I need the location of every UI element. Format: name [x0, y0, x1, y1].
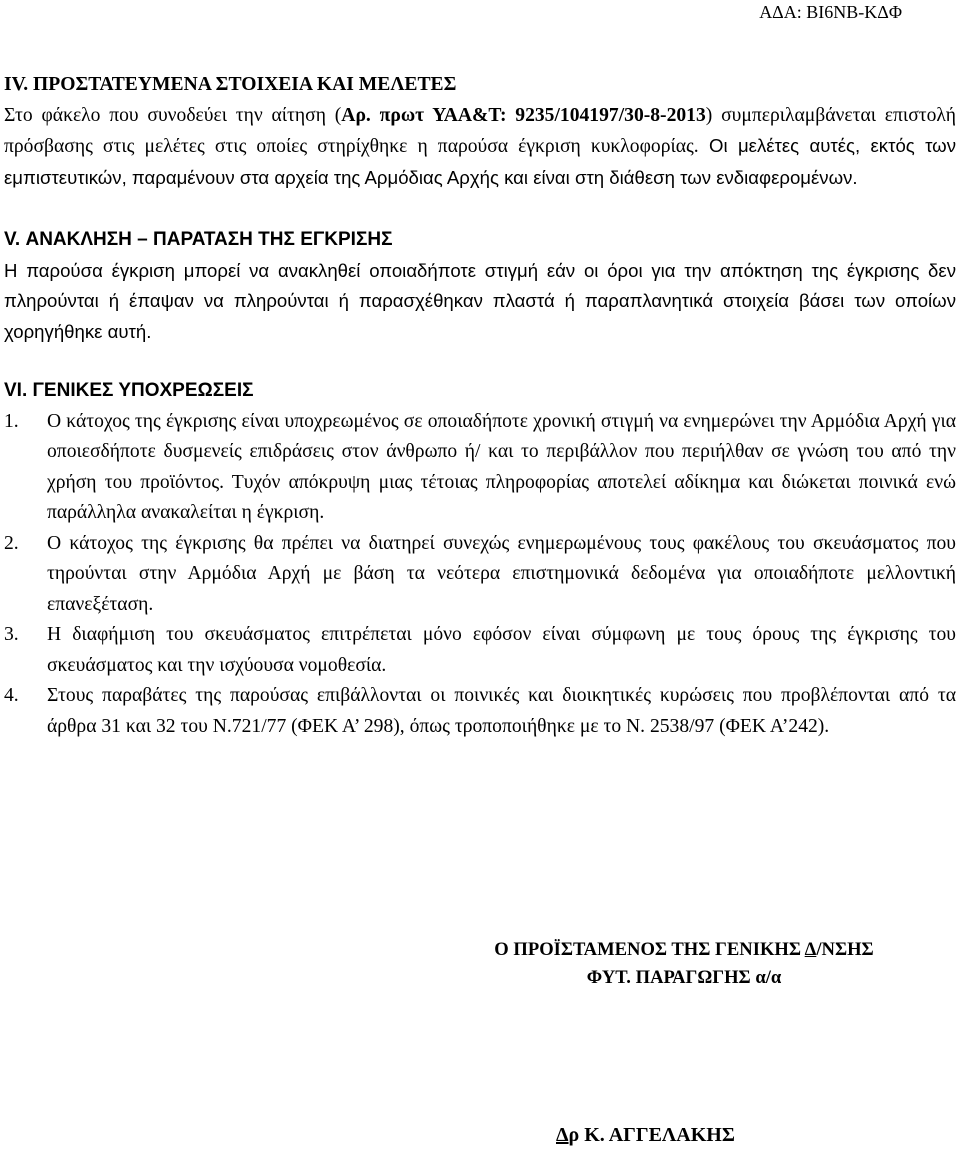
item-text: Η διαφήμιση του σκευάσματος επιτρέπεται μόνο εφόσον είναι σύμφωνη με τους όρους της έγκρισης του σκευάσματος και την ισχύουσα νομοθεσία.: [47, 624, 956, 676]
signer-name-text: ρ Κ. ΑΓΓΕΛΑΚΗΣ: [568, 1124, 735, 1146]
signatory-title-text: Ο ΠΡΟΪΣΤΑΜΕΝΟΣ ΤΗΣ ΓΕΝΙΚΗΣ: [494, 939, 805, 960]
signatory-title-text: /ΝΣΗΣ: [816, 939, 874, 960]
section-title: VI. ΓΕΝΙΚΕΣ ΥΠΟΧΡΕΩΣΕΙΣ: [4, 380, 254, 401]
section-general-obligations: [4, 376, 956, 742]
section-paragraph: Η παρούσα έγκριση μπορεί να ανακληθεί οποιαδήποτε στιγμή εάν οι όροι για την απόκτηση της έγκρισης δεν πληρούνται ή έπαψαν να πληρούνται ή παρασχέθηκαν πλαστά ή παραπλανητικά στοιχεία βάσει των οποίων χορηγήθηκε αυτή.: [4, 259, 956, 342]
signatory-title: [466, 936, 902, 964]
item-text: Στους παραβάτες της παρούσας επιβάλλονται οι ποινικές και διοικητικές κυρώσεις που προβλέπονται από τα άρθρα 31 και 32 του Ν.721/77 (ΦΕΚ Α’ 298), όπως τροποποιήθηκε με το Ν. 2538/97 (ΦΕΚ Α’242).: [47, 685, 956, 737]
obligations-list: [4, 407, 956, 743]
list-item: [4, 529, 956, 621]
paragraph-text: ) συμπεριλαμβάνεται επιστολή πρόσβασης στις μελέτες στις οποίες στηρίχθηκε η παρούσα έγκριση κυκλοφορίας.: [4, 104, 956, 157]
section-paragraph: [4, 101, 956, 195]
section-protected-data: [4, 70, 956, 194]
item-number: 4.: [4, 685, 19, 706]
paragraph-text: Στο φάκελο που συνοδεύει την αίτηση (: [4, 104, 342, 126]
section-revocation: [4, 225, 956, 347]
list-item: [4, 681, 956, 742]
list-item: [4, 620, 956, 681]
section-title: IV. ΠΡΟΣΤΑΤΕΥΜΕΝΑ ΣΤΟΙΧΕΙΑ ΚΑΙ ΜΕΛΕΤΕΣ: [4, 74, 457, 95]
signatory-title-text: Δ: [804, 939, 817, 960]
item-number: 3.: [4, 624, 19, 645]
section-title: V. ΑΝΑΚΛΗΣΗ – ΠΑΡΑΤΑΣΗ ΤΗΣ ΕΓΚΡΙΣΗΣ: [4, 229, 393, 250]
signatory-department: ΦΥΤ. ΠΑΡΑΓΩΓΗΣ α/α: [586, 967, 782, 988]
signatory-block: [466, 936, 902, 992]
document-body: [4, 70, 956, 742]
list-item: [4, 407, 956, 529]
item-text: Ο κάτοχος της έγκρισης θα πρέπει να διατηρεί συνεχώς ενημερωμένους τους φακέλους του σκευάσματος που τηρούνται στην Αρμόδια Αρχή με βάση τα νεότερα επιστημονικά δεδομένα για οποιαδήποτε μελλοντική επανεξέταση.: [47, 532, 956, 615]
item-number: 1.: [4, 410, 19, 432]
item-text: Ο κάτοχος της έγκρισης είναι υποχρεωμένος σε οποιαδήποτε χρονική στιγμή να ενημερώνει την Αρμόδια Αρχή για οποιεσδήποτε δυσμενείς επιδράσεις στον άνθρωπο ή/ και το περιβάλλον που περιήλθαν σε γνώση του από την χρήση του προϊόντος. Τυχόν απόκρυψη μιας τέτοιας πληροφορίας αποτελεί αδίκημα και διώκεται ποινικά ενώ παράλληλα ανακαλείται η έγκριση.: [47, 410, 956, 523]
ada-code: ΑΔΑ: ΒΙ6ΝΒ-ΚΔΦ: [759, 2, 902, 22]
protocol-reference: Αρ. πρωτ ΥΑΑ&Τ: 9235/104197/30-8-2013: [341, 104, 706, 126]
item-number: 2.: [4, 532, 19, 554]
signer-name-text: Δ: [556, 1124, 569, 1146]
paragraph-text: Οι μελέτες αυτές, εκτός των εμπιστευτικών, παραμένουν στα αρχεία της Αρμόδιας Αρχής και είναι στη διάθεση των ενδιαφερομένων.: [4, 135, 956, 188]
signer-name: [556, 1124, 735, 1147]
